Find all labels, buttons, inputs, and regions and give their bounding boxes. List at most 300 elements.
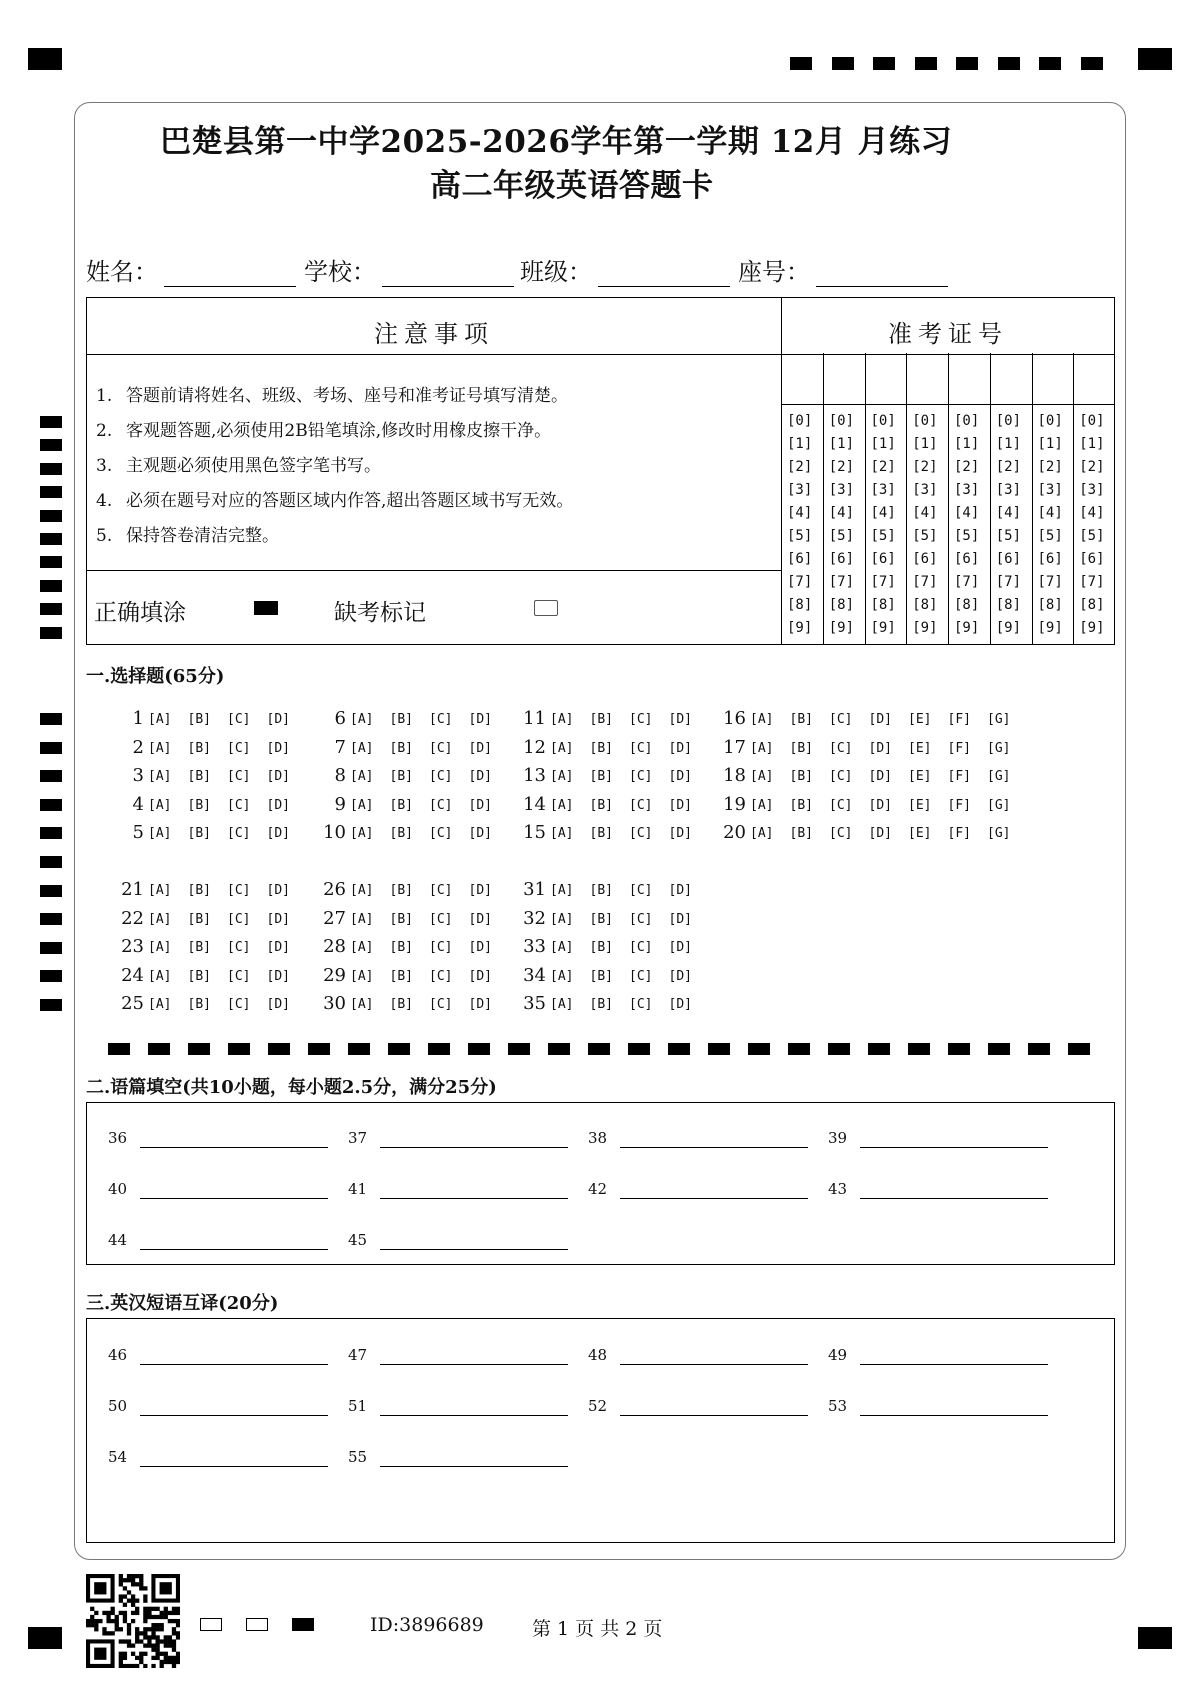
- divider-mark: [548, 1043, 570, 1055]
- answer-bubble[interactable]: [C]: [429, 797, 453, 813]
- page-mark-box-2: [246, 1618, 268, 1631]
- notice-item-number: 3.: [96, 456, 113, 476]
- answer-bubble[interactable]: [D]: [668, 740, 692, 756]
- answer-bubble[interactable]: [C]: [429, 940, 453, 956]
- answer-bubble[interactable]: [B]: [187, 883, 211, 898]
- answer-bubble[interactable]: [C]: [829, 769, 853, 785]
- answer-blank-line[interactable]: [860, 1198, 1048, 1199]
- timing-mark: [998, 57, 1020, 70]
- question-number: 22: [121, 907, 144, 929]
- blank-number: 39: [828, 1129, 848, 1147]
- school-label: 学校：: [304, 258, 376, 286]
- seat-field[interactable]: [738, 252, 948, 287]
- answer-blank-line[interactable]: [380, 1147, 568, 1148]
- answer-bubble[interactable]: [E]: [908, 826, 932, 842]
- answer-bubble[interactable]: [C]: [429, 911, 453, 927]
- answer-bubble[interactable]: [C]: [629, 883, 653, 898]
- notice-item: [96, 521, 279, 546]
- card-title-line1: 巴楚县第一中学2025-2026学年第一学期 12月 月练习: [160, 124, 953, 160]
- answer-bubble[interactable]: [A]: [350, 712, 374, 727]
- answer-bubble[interactable]: [E]: [908, 797, 932, 813]
- exam-id-digit-column[interactable]: [0] [1] [2] [3] [4] [5] [6] [7] [8] [9]: [1079, 413, 1105, 636]
- answer-bubble[interactable]: [C]: [629, 740, 653, 756]
- answer-bubble[interactable]: [G]: [987, 769, 1011, 785]
- answer-bubble[interactable]: [B]: [389, 826, 413, 842]
- answer-bubble[interactable]: [D]: [266, 769, 290, 785]
- divider-mark: [148, 1043, 170, 1055]
- divider-mark: [1068, 1043, 1090, 1055]
- answer-bubble[interactable]: [A]: [148, 968, 172, 984]
- name-label: 姓名：: [86, 258, 158, 286]
- blank-number: 48: [588, 1346, 608, 1364]
- timing-mark: [915, 57, 937, 70]
- answer-bubble[interactable]: [B]: [589, 712, 613, 727]
- answer-bubble[interactable]: [B]: [589, 911, 613, 927]
- blank-number: 43: [828, 1180, 848, 1198]
- answer-bubble[interactable]: [D]: [668, 940, 692, 956]
- answer-bubble[interactable]: [D]: [868, 740, 892, 756]
- notice-heading: 注意事项: [374, 320, 494, 348]
- absent-mark-box[interactable]: [534, 600, 558, 616]
- question-number: 7: [334, 736, 346, 758]
- answer-bubble[interactable]: [A]: [148, 740, 172, 756]
- answer-bubble[interactable]: [D]: [468, 826, 492, 842]
- answer-bubble[interactable]: [D]: [668, 826, 692, 842]
- answer-bubble[interactable]: [B]: [389, 940, 413, 956]
- answer-bubble[interactable]: [F]: [947, 740, 971, 756]
- answer-bubble[interactable]: [E]: [908, 740, 932, 756]
- blank-number: 38: [588, 1129, 608, 1147]
- answer-bubble[interactable]: [C]: [429, 712, 453, 727]
- corner-marker-bottom-right: [1138, 1627, 1172, 1649]
- answer-bubble[interactable]: [A]: [550, 911, 574, 927]
- answer-bubble[interactable]: [B]: [187, 740, 211, 756]
- answer-bubble[interactable]: [B]: [589, 797, 613, 813]
- timing-mark: [1039, 57, 1061, 70]
- answer-blank-line[interactable]: [380, 1249, 568, 1250]
- notice-item-number: 2.: [96, 421, 113, 441]
- answer-bubble[interactable]: [B]: [389, 968, 413, 984]
- question-number: 19: [723, 793, 746, 815]
- timing-mark: [40, 999, 62, 1011]
- answer-bubble[interactable]: [D]: [266, 740, 290, 756]
- answer-bubble[interactable]: [B]: [789, 826, 813, 842]
- answer-bubble[interactable]: [C]: [629, 911, 653, 927]
- divider-mark: [308, 1043, 330, 1055]
- answer-bubble[interactable]: [D]: [468, 740, 492, 756]
- divider-mark: [788, 1043, 810, 1055]
- answer-bubble[interactable]: [B]: [389, 797, 413, 813]
- answer-bubble[interactable]: [B]: [187, 769, 211, 785]
- answer-bubble[interactable]: [A]: [750, 769, 774, 785]
- answer-bubble[interactable]: [D]: [468, 968, 492, 984]
- answer-blank-line[interactable]: [140, 1147, 328, 1148]
- answer-bubble[interactable]: [D]: [266, 797, 290, 813]
- divider-mark: [228, 1043, 250, 1055]
- answer-bubble[interactable]: [D]: [468, 940, 492, 956]
- answer-blank-line[interactable]: [380, 1415, 568, 1416]
- answer-bubble[interactable]: [D]: [266, 940, 290, 956]
- answer-bubble[interactable]: [A]: [350, 940, 374, 956]
- answer-bubble[interactable]: [A]: [750, 740, 774, 756]
- page-mark-filled: [292, 1618, 314, 1631]
- answer-bubble[interactable]: [D]: [868, 797, 892, 813]
- answer-bubble[interactable]: [B]: [589, 997, 613, 1013]
- answer-bubble[interactable]: [A]: [350, 997, 374, 1013]
- answer-bubble[interactable]: [D]: [868, 712, 892, 727]
- answer-bubble[interactable]: [D]: [668, 712, 692, 727]
- answer-bubble[interactable]: [A]: [550, 968, 574, 984]
- answer-bubble[interactable]: [A]: [148, 940, 172, 956]
- divider-mark: [188, 1043, 210, 1055]
- answer-bubble[interactable]: [A]: [750, 712, 774, 727]
- answer-bubble[interactable]: [B]: [789, 797, 813, 813]
- answer-blank-line[interactable]: [380, 1198, 568, 1199]
- answer-bubble[interactable]: [C]: [227, 940, 251, 956]
- correct-fill-label: 正确填涂: [94, 600, 186, 626]
- answer-bubble[interactable]: [D]: [668, 797, 692, 813]
- answer-bubble[interactable]: [A]: [148, 769, 172, 785]
- blank-number: 51: [348, 1397, 368, 1415]
- qr-code: [86, 1574, 180, 1668]
- answer-bubble[interactable]: [C]: [227, 797, 251, 813]
- question-number: 14: [523, 793, 546, 815]
- answer-bubble[interactable]: [B]: [187, 968, 211, 984]
- page-number: 第 1 页 共 2 页: [532, 1618, 663, 1640]
- answer-bubble[interactable]: [B]: [187, 826, 211, 842]
- exam-id-column-divider: [990, 353, 991, 645]
- divider-mark: [388, 1043, 410, 1055]
- answer-bubble[interactable]: [B]: [589, 769, 613, 785]
- blank-number: 42: [588, 1180, 608, 1198]
- answer-bubble[interactable]: [A]: [550, 712, 574, 727]
- answer-blank-line[interactable]: [860, 1364, 1048, 1365]
- answer-blank-line[interactable]: [860, 1415, 1048, 1416]
- answer-bubble[interactable]: [C]: [629, 769, 653, 785]
- answer-bubble[interactable]: [C]: [629, 712, 653, 727]
- answer-bubble[interactable]: [D]: [668, 968, 692, 984]
- answer-bubble[interactable]: [A]: [750, 797, 774, 813]
- question-number: 6: [334, 708, 346, 729]
- question-number: 8: [334, 765, 346, 787]
- answer-bubble[interactable]: [D]: [266, 883, 290, 898]
- answer-bubble[interactable]: [C]: [429, 883, 453, 898]
- answer-bubble[interactable]: [D]: [668, 769, 692, 785]
- divider-mark: [108, 1043, 130, 1055]
- notice-item: [96, 486, 573, 511]
- answer-bubble[interactable]: [A]: [350, 911, 374, 927]
- answer-bubble[interactable]: [A]: [550, 997, 574, 1013]
- answer-bubble[interactable]: [D]: [668, 997, 692, 1013]
- answer-bubble[interactable]: [C]: [429, 740, 453, 756]
- answer-bubble[interactable]: [B]: [389, 712, 413, 727]
- answer-bubble[interactable]: [D]: [868, 826, 892, 842]
- answer-blank-line[interactable]: [140, 1466, 328, 1467]
- answer-bubble[interactable]: [D]: [266, 911, 290, 927]
- answer-bubble[interactable]: [D]: [668, 911, 692, 927]
- exam-id-digit-column[interactable]: [0] [1] [2] [3] [4] [5] [6] [7] [8] [9]: [954, 413, 980, 636]
- answer-bubble[interactable]: [C]: [629, 940, 653, 956]
- seat-label: 座号：: [738, 258, 810, 286]
- answer-bubble[interactable]: [C]: [227, 712, 251, 727]
- answer-bubble[interactable]: [A]: [550, 769, 574, 785]
- answer-bubble[interactable]: [F]: [947, 826, 971, 842]
- timing-mark: [956, 57, 978, 70]
- timing-mark: [40, 770, 62, 782]
- answer-bubble[interactable]: [D]: [468, 712, 492, 727]
- timing-mark: [40, 942, 62, 954]
- corner-marker-bottom-left: [28, 1627, 62, 1649]
- answer-blank-line[interactable]: [140, 1198, 328, 1199]
- divider-mark: [748, 1043, 770, 1055]
- answer-blank-line[interactable]: [620, 1415, 808, 1416]
- divider-mark: [948, 1043, 970, 1055]
- answer-bubble[interactable]: [B]: [187, 997, 211, 1013]
- question-number: 13: [523, 765, 546, 787]
- answer-bubble[interactable]: [G]: [987, 712, 1011, 727]
- answer-bubble[interactable]: [A]: [350, 968, 374, 984]
- answer-bubble[interactable]: [D]: [468, 911, 492, 927]
- exam-id-column-divider: [865, 353, 866, 645]
- answer-bubble[interactable]: [C]: [629, 826, 653, 842]
- blank-number: 47: [348, 1346, 368, 1364]
- answer-bubble[interactable]: [A]: [148, 883, 172, 898]
- timing-mark: [40, 713, 62, 725]
- notice-item-text: 答题前请将姓名、班级、考场、座号和准考证号填写清楚。: [126, 386, 568, 406]
- notice-item-number: 4.: [96, 491, 113, 511]
- answer-bubble[interactable]: [C]: [429, 968, 453, 984]
- answer-bubble[interactable]: [C]: [629, 797, 653, 813]
- answer-blank-line[interactable]: [620, 1364, 808, 1365]
- answer-bubble[interactable]: [A]: [550, 797, 574, 813]
- answer-bubble[interactable]: [B]: [187, 712, 211, 727]
- notice-item-text: 客观题答题,必须使用2B铅笔填涂,修改时用橡皮擦干净。: [126, 421, 552, 441]
- answer-bubble[interactable]: [C]: [429, 826, 453, 842]
- question-number: 20: [723, 822, 746, 844]
- question-number: 12: [523, 736, 546, 758]
- timing-mark: [40, 970, 62, 982]
- answer-bubble[interactable]: [D]: [266, 968, 290, 984]
- timing-mark: [40, 439, 62, 451]
- answer-bubble[interactable]: [C]: [227, 740, 251, 756]
- answer-bubble[interactable]: [C]: [629, 997, 653, 1013]
- answer-bubble[interactable]: [D]: [468, 797, 492, 813]
- answer-bubble[interactable]: [A]: [350, 797, 374, 813]
- notice-item: [96, 381, 568, 406]
- answer-bubble[interactable]: [C]: [429, 769, 453, 785]
- question-number: 5: [132, 822, 144, 844]
- answer-blank-line[interactable]: [140, 1364, 328, 1365]
- answer-bubble[interactable]: [A]: [550, 940, 574, 956]
- question-number: 17: [723, 736, 746, 758]
- answer-bubble[interactable]: [E]: [908, 712, 932, 727]
- answer-bubble[interactable]: [C]: [227, 883, 251, 898]
- answer-bubble[interactable]: [A]: [350, 769, 374, 785]
- blank-number: 55: [348, 1448, 368, 1466]
- blank-number: 46: [108, 1346, 128, 1364]
- answer-bubble[interactable]: [B]: [389, 883, 413, 898]
- answer-bubble[interactable]: [D]: [668, 883, 692, 898]
- answer-bubble[interactable]: [B]: [789, 740, 813, 756]
- answer-bubble[interactable]: [G]: [987, 797, 1011, 813]
- answer-bubble[interactable]: [C]: [227, 769, 251, 785]
- answer-bubble[interactable]: [C]: [829, 712, 853, 727]
- answer-bubble[interactable]: [D]: [468, 997, 492, 1013]
- answer-bubble[interactable]: [C]: [227, 911, 251, 927]
- timing-mark: [40, 463, 62, 475]
- notice-item: [96, 416, 551, 441]
- answer-bubble[interactable]: [C]: [227, 997, 251, 1013]
- answer-bubble[interactable]: [B]: [389, 740, 413, 756]
- timing-mark: [40, 885, 62, 897]
- answer-bubble[interactable]: [B]: [589, 883, 613, 898]
- answer-blank-line[interactable]: [620, 1198, 808, 1199]
- exam-id-column-divider: [948, 353, 949, 645]
- divider-mark: [348, 1043, 370, 1055]
- page-mark-box-1: [200, 1618, 222, 1631]
- exam-id-column-divider: [823, 353, 824, 645]
- blank-number: 44: [108, 1231, 128, 1249]
- divider-mark: [668, 1043, 690, 1055]
- class-field[interactable]: [520, 252, 730, 287]
- answer-bubble[interactable]: [A]: [350, 883, 374, 898]
- answer-bubble[interactable]: [D]: [266, 997, 290, 1013]
- answer-bubble[interactable]: [A]: [148, 826, 172, 842]
- answer-blank-line[interactable]: [140, 1415, 328, 1416]
- answer-bubble[interactable]: [B]: [389, 769, 413, 785]
- question-number: 21: [121, 879, 144, 900]
- timing-mark: [40, 556, 62, 568]
- notice-item-text: 保持答卷清洁完整。: [126, 526, 279, 546]
- answer-bubble[interactable]: [C]: [227, 968, 251, 984]
- answer-bubble[interactable]: [D]: [266, 712, 290, 727]
- answer-blank-line[interactable]: [860, 1147, 1048, 1148]
- exam-id-digit-column[interactable]: [0] [1] [2] [3] [4] [5] [6] [7] [8] [9]: [1037, 413, 1063, 636]
- timing-mark: [40, 603, 62, 615]
- divider-mark: [1028, 1043, 1050, 1055]
- question-number: 27: [323, 907, 346, 929]
- name-field[interactable]: [86, 252, 296, 287]
- notice-item-text: 必须在题号对应的答题区域内作答,超出答题区域书写无效。: [126, 491, 574, 511]
- answer-bubble[interactable]: [B]: [389, 997, 413, 1013]
- exam-id-digit-column[interactable]: [0] [1] [2] [3] [4] [5] [6] [7] [8] [9]: [787, 413, 813, 636]
- blank-number: 52: [588, 1397, 608, 1415]
- answer-bubble[interactable]: [B]: [789, 712, 813, 727]
- answer-bubble[interactable]: [E]: [908, 769, 932, 785]
- answer-bubble[interactable]: [A]: [148, 797, 172, 813]
- blank-number: 54: [108, 1448, 128, 1466]
- absent-label: 缺考标记: [334, 600, 426, 626]
- notice-item-text: 主观题必须使用黑色签字笔书写。: [126, 456, 381, 476]
- answer-bubble[interactable]: [B]: [589, 740, 613, 756]
- answer-bubble[interactable]: [F]: [947, 797, 971, 813]
- answer-bubble[interactable]: [C]: [227, 826, 251, 842]
- notice-item-number: 5.: [96, 526, 113, 546]
- answer-blank-line[interactable]: [380, 1466, 568, 1467]
- answer-bubble[interactable]: [B]: [389, 911, 413, 927]
- divider-mark: [588, 1043, 610, 1055]
- timing-mark: [40, 827, 62, 839]
- blank-number: 50: [108, 1397, 128, 1415]
- question-number: 16: [723, 708, 746, 729]
- question-number: 9: [334, 793, 346, 815]
- answer-bubble[interactable]: [B]: [187, 797, 211, 813]
- question-number: 11: [523, 708, 546, 729]
- answer-bubble[interactable]: [C]: [829, 797, 853, 813]
- answer-bubble[interactable]: [G]: [987, 740, 1011, 756]
- divider-mark: [828, 1043, 850, 1055]
- exam-id-heading: 准考证号: [888, 320, 1008, 348]
- answer-bubble[interactable]: [A]: [750, 826, 774, 842]
- blank-number: 45: [348, 1231, 368, 1249]
- answer-bubble[interactable]: [B]: [589, 968, 613, 984]
- corner-marker-top-right: [1138, 48, 1172, 70]
- correct-fill-sample: [254, 601, 278, 615]
- question-number: 3: [132, 765, 144, 787]
- answer-blank-line[interactable]: [380, 1364, 568, 1365]
- answer-bubble[interactable]: [A]: [550, 826, 574, 842]
- blank-number: 49: [828, 1346, 848, 1364]
- answer-bubble[interactable]: [C]: [829, 740, 853, 756]
- question-number: 33: [523, 936, 546, 958]
- question-number: 34: [523, 964, 546, 986]
- answer-bubble[interactable]: [A]: [148, 997, 172, 1013]
- answer-bubble[interactable]: [A]: [350, 826, 374, 842]
- exam-id-digit-column[interactable]: [0] [1] [2] [3] [4] [5] [6] [7] [8] [9]: [828, 413, 855, 636]
- answer-bubble[interactable]: [B]: [789, 769, 813, 785]
- answer-bubble[interactable]: [B]: [187, 911, 211, 927]
- timing-mark: [40, 742, 62, 754]
- answer-bubble[interactable]: [D]: [468, 769, 492, 785]
- answer-bubble[interactable]: [B]: [187, 940, 211, 956]
- answer-bubble[interactable]: [C]: [629, 968, 653, 984]
- answer-bubble[interactable]: [A]: [550, 740, 574, 756]
- timing-mark: [40, 856, 62, 868]
- blank-number: 53: [828, 1397, 848, 1415]
- answer-bubble[interactable]: [B]: [589, 826, 613, 842]
- answer-blank-line[interactable]: [620, 1147, 808, 1148]
- answer-bubble[interactable]: [D]: [868, 769, 892, 785]
- question-number: 1: [132, 708, 144, 729]
- answer-bubble[interactable]: [A]: [350, 740, 374, 756]
- exam-id-digit-column[interactable]: [0] [1] [2] [3] [4] [5] [6] [7] [8] [9]: [995, 413, 1022, 636]
- exam-id-digit-column[interactable]: [0] [1] [2] [3] [4] [5] [6] [7] [8] [9]: [870, 413, 896, 636]
- exam-id-column-divider: [906, 353, 907, 645]
- divider-mark: [508, 1043, 530, 1055]
- answer-bubble[interactable]: [D]: [266, 826, 290, 842]
- class-label: 班级：: [520, 258, 592, 286]
- timing-mark: [873, 57, 895, 70]
- answer-bubble[interactable]: [B]: [589, 940, 613, 956]
- question-number: 4: [132, 793, 144, 815]
- divider-mark: [628, 1043, 650, 1055]
- answer-bubble[interactable]: [A]: [148, 911, 172, 927]
- answer-bubble[interactable]: [A]: [550, 883, 574, 898]
- answer-bubble[interactable]: [G]: [987, 826, 1011, 842]
- school-field[interactable]: [304, 252, 514, 287]
- timing-mark: [40, 799, 62, 811]
- answer-bubble[interactable]: [F]: [947, 712, 971, 727]
- answer-bubble[interactable]: [F]: [947, 769, 971, 785]
- exam-id-digit-column[interactable]: [0] [1] [2] [3] [4] [5] [6] [7] [8] [9]: [912, 413, 938, 636]
- answer-bubble[interactable]: [D]: [468, 883, 492, 898]
- answer-blank-line[interactable]: [140, 1249, 328, 1250]
- divider-mark: [708, 1043, 730, 1055]
- answer-bubble[interactable]: [C]: [829, 826, 853, 842]
- answer-bubble[interactable]: [A]: [148, 712, 172, 727]
- section3-title: 三.英汉短语互译(20分): [86, 1293, 279, 1314]
- answer-bubble[interactable]: [C]: [429, 997, 453, 1013]
